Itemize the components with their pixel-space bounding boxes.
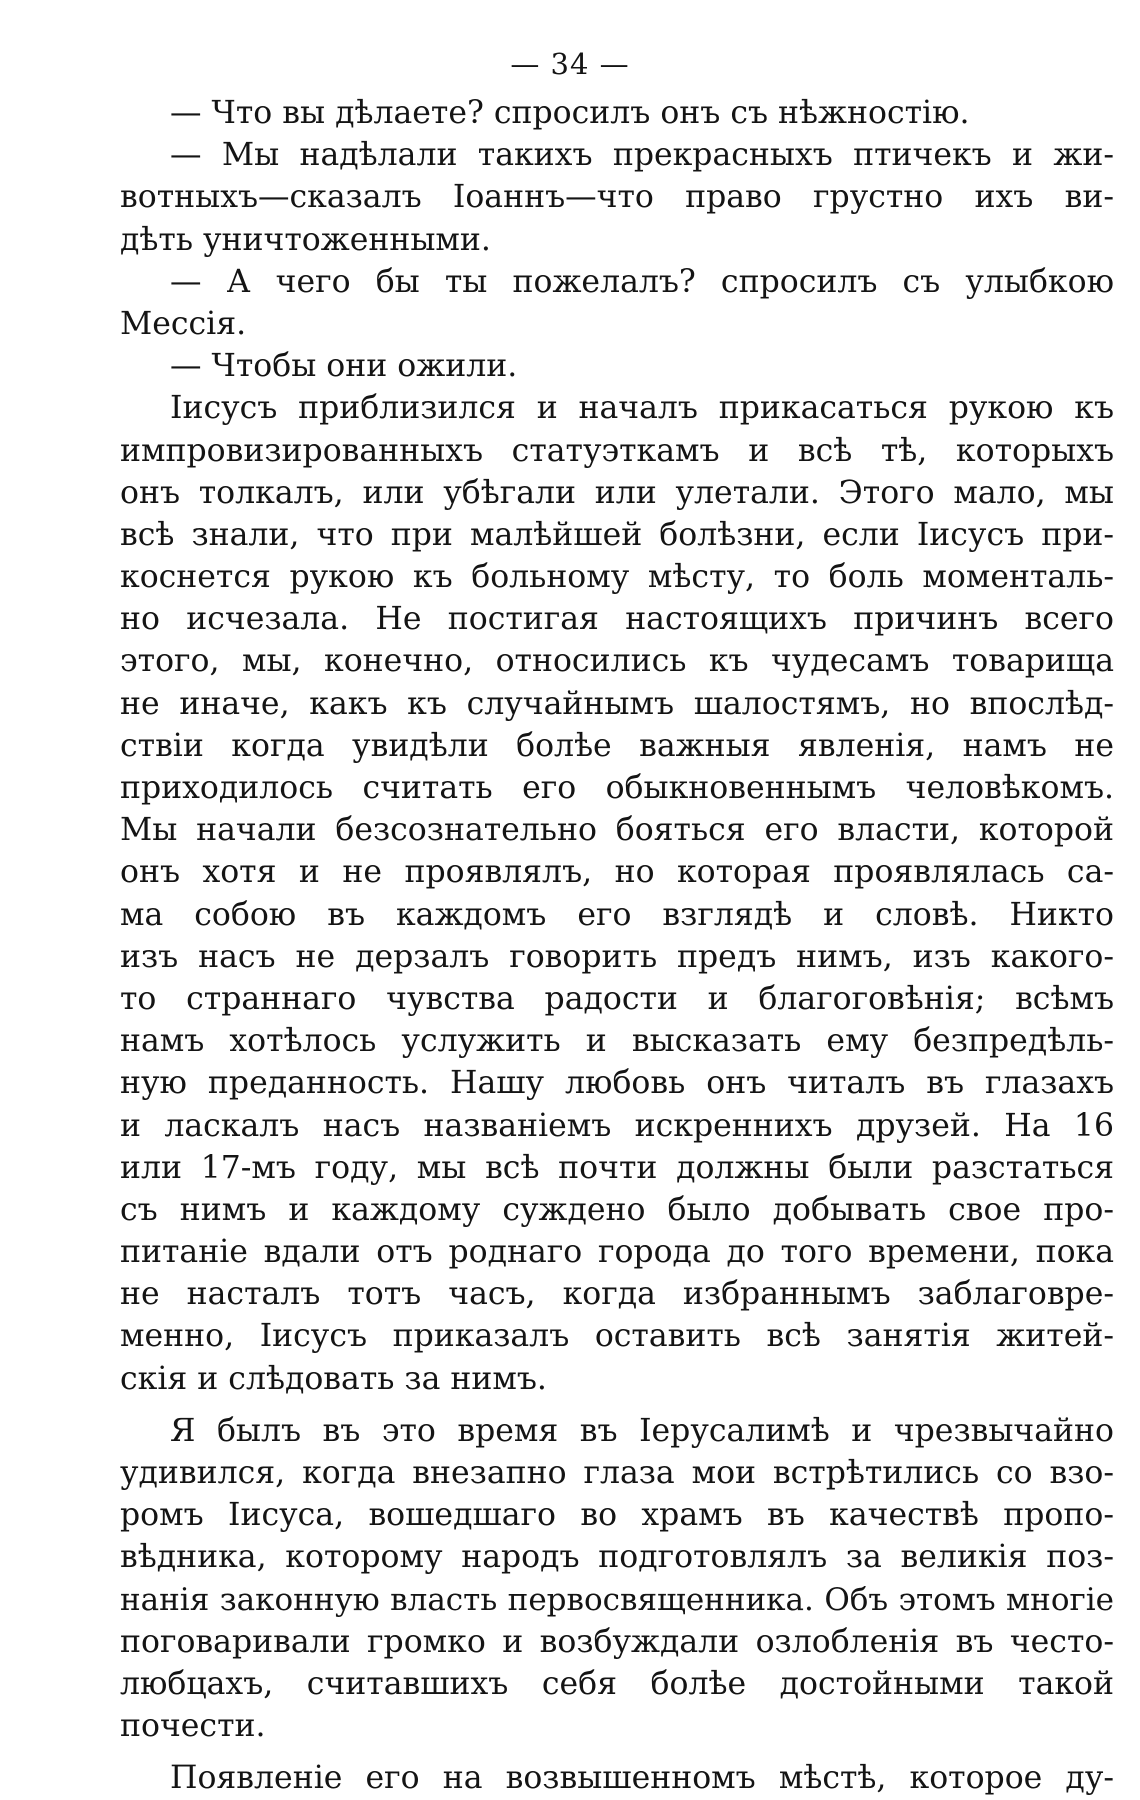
text-line: съ нимъ и каждому суждено было добывать свое про- [120,1191,1114,1228]
text-line: — Что вы дѣлаете? спросилъ онъ съ нѣжностiю. [170,95,970,131]
text-line: онъ толкалъ, или убѣгали или улетали. Этого мало, мы [120,474,1114,511]
text-line: — А чего бы ты пожелалъ? спросилъ съ улыбкою [170,263,1114,300]
text-line: коснется рукою къ больному мѣсту, то боль моменталь- [120,559,1114,596]
text-line: скія и слѣдовать за нимъ. [120,1360,547,1397]
text-line: вотныхъ—сказалъ Іоаннъ—что право грустно ихъ ви- [120,179,1114,216]
text-line: изъ насъ не дерзалъ говорить предъ нимъ, изъ какого- [120,938,1114,975]
text-line: любцахъ, считавшихъ себя болѣе достойными такой [120,1665,1114,1702]
text-line: Мы начали безсознательно бояться его власти, которой [120,812,1114,849]
text-line: удивился, когда внезапно глаза мои встрѣтились со взо- [120,1455,1114,1491]
text-line: почести. [120,1708,266,1745]
text-line: ромъ Іисуса, вошедшаго во храмъ въ качествѣ пропо- [120,1497,1114,1534]
text-line: Мессія. [120,305,247,342]
text-line: менно, Іисусъ приказалъ оставить всѣ занятія житей- [120,1318,1114,1355]
text-line: импровизированныхъ статуэткамъ и всѣ тѣ, которыхъ [120,432,1114,469]
text-line: или 17-мъ году, мы всѣ почти должны были разстаться [120,1149,1114,1186]
text-line: онъ хотя и не проявлялъ, но которая проявлялась са- [120,854,1114,891]
text-line: не насталъ тотъ часъ, когда избраннымъ заблаговре- [120,1276,1114,1313]
text-line: ма собою въ каждомъ его взглядѣ и словѣ. Никто [120,896,1114,933]
text-line: Я былъ въ это время въ Іерусалимѣ и чрезвычайно [170,1412,1114,1449]
text-line: и ласкалъ насъ названіемъ искреннихъ друзей. На 16 [120,1107,1114,1144]
text-line: дѣть уничтоженными. [120,221,491,258]
text-line: нанія законную власть первосвященника. Объ этомъ многіе [120,1581,1114,1618]
text-line: ствіи когда увидѣли болѣе важныя явленія, намъ не [120,727,1114,764]
text-line: ную преданность. Нашу любовь онъ читалъ въ глазахъ [120,1065,1114,1102]
text-line: всѣ знали, что при малѣйшей болѣзни, если Іисусъ при- [120,516,1114,553]
text-line: питаніе вдали отъ роднаго города до того времени, пока [120,1234,1114,1271]
text-line: этого, мы, конечно, относились къ чудесамъ товарища [120,643,1114,680]
text-line: но исчезала. Не постигая настоящихъ причинъ всего [120,601,1114,638]
page-number: — 34 — [510,47,630,81]
text-line: Іисусъ приблизился и началъ прикасаться рукою къ [170,390,1114,427]
text-line: — Мы надѣлали такихъ прекрасныхъ птичекъ и жи- [170,137,1114,174]
text-line: приходилось считать его обыкновеннымъ человѣкомъ. [120,770,1114,806]
text-line: — Чтобы они ожили. [170,348,518,385]
body-text [120,92,1114,1800]
text-line: то страннаго чувства радости и благоговѣнія; всѣмъ [120,980,1114,1017]
text-line: вѣдника, которому народъ подготовлялъ за великія поз- [120,1539,1114,1576]
text-line: Появленіе его на возвышенномъ мѣстѣ, которое ду- [170,1760,1114,1797]
text-line: не иначе, какъ къ случайнымъ шалостямъ, но впослѣд- [120,685,1114,722]
text-line: намъ хотѣлось услужить и высказать ему безпредѣль- [120,1023,1114,1060]
text-line: поговаривали громко и возбуждали озлобленія въ често- [120,1623,1114,1660]
